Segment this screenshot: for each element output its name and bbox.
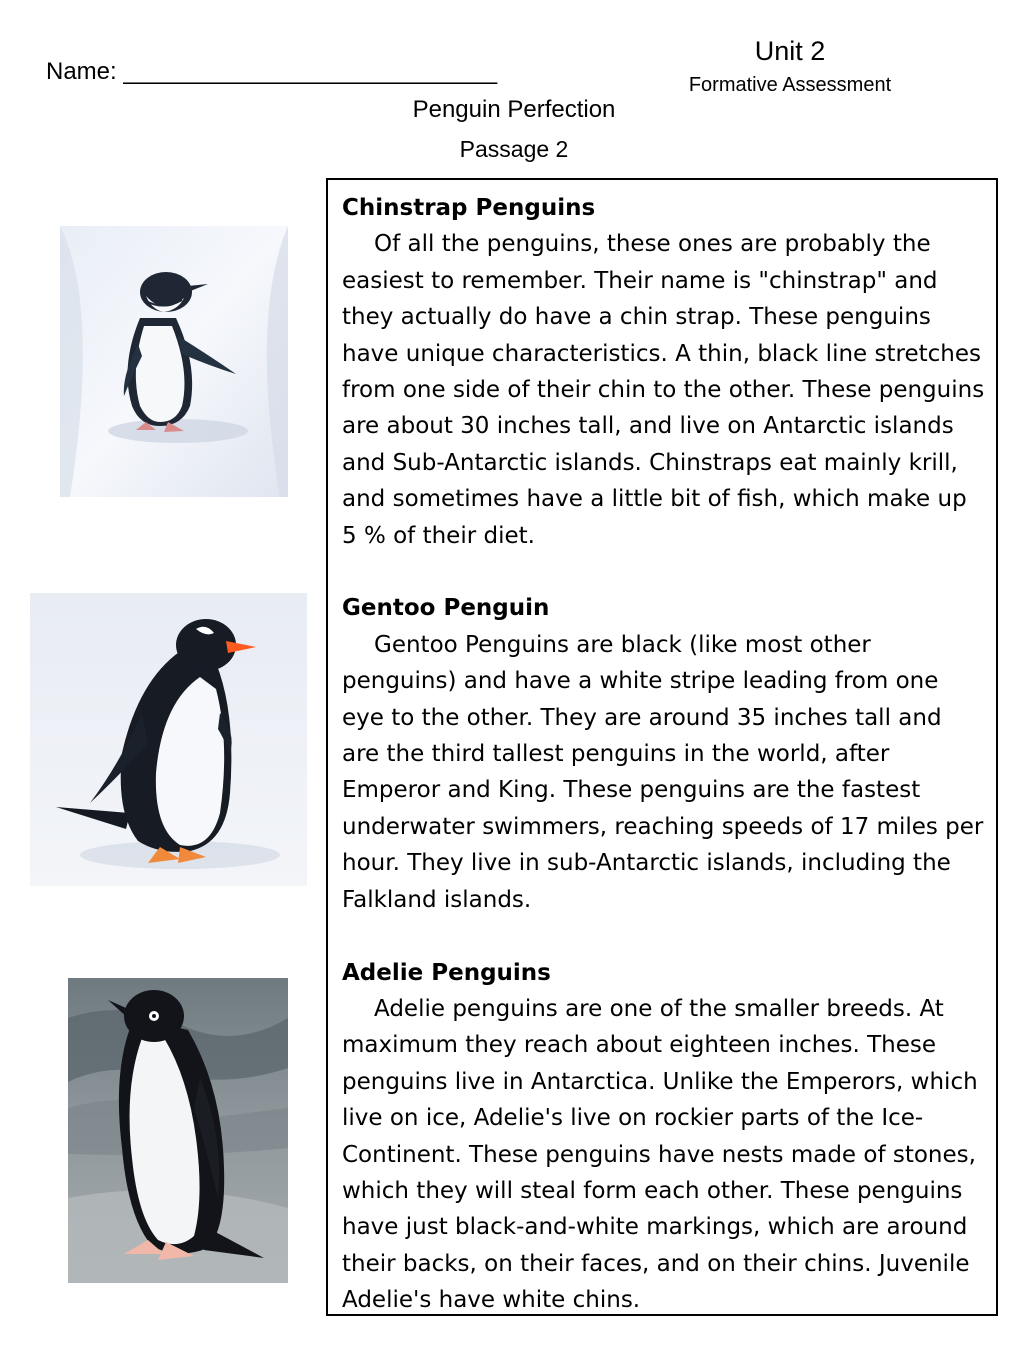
passage-text-box xyxy=(326,178,998,1316)
section-heading: Adelie Penguins xyxy=(342,959,551,986)
chinstrap-penguin-image xyxy=(60,226,288,497)
passage-label: Passage 2 xyxy=(459,136,569,162)
section-chinstrap xyxy=(342,190,986,554)
section-paragraph: Of all the penguins, these ones are probably the easiest to remember. Their name is "chinstrap" and they actually do have a chin strap. These penguins have unique characteristics. A thin, black line stretches from one side of their chin to the other. These penguins are about 30 inches tall, and live on Antarctic islands and Sub-Antarctic islands. Chinstraps eat mainly krill, and sometimes have a little bit of fish, which make up 5 % of their diet. xyxy=(342,231,985,549)
section-heading: Gentoo Penguin xyxy=(342,595,550,622)
gentoo-penguin-photo xyxy=(30,593,307,886)
adelie-penguin-image xyxy=(68,978,288,1283)
section-adelie xyxy=(342,955,986,1319)
unit-title: Unit 2 xyxy=(754,36,826,66)
section-gentoo xyxy=(342,590,986,918)
assessment-label: Formative Assessment xyxy=(688,74,892,96)
chinstrap-penguin-photo xyxy=(60,226,288,497)
section-paragraph: Adelie penguins are one of the smaller breeds. At maximum they reach about eighteen inches. These penguins live in Antarctica. Unlike the Emperors, which live on ice, Adelie's live on rockier parts of the Ice-Continent. These penguins have nests made of stones, which they will steal form each other. These penguins have just black-and-white markings, which are around their backs, on their faces, and on their chins. Juvenile Adelie's have white chins. xyxy=(342,995,978,1314)
section-heading: Chinstrap Penguins xyxy=(342,195,596,221)
name-field-label: Name: ____________________________ xyxy=(46,58,498,85)
adelie-penguin-photo xyxy=(68,978,288,1283)
gentoo-penguin-image xyxy=(30,593,307,886)
section-paragraph: Gentoo Penguins are black (like most other penguins) and have a white stripe leading from one eye to the other. They are around 35 inches tall and are the third tallest penguins in the world, after Emperor and King. These penguins are the fastest underwater swimmers, reaching speeds of 17 miles per hour. They live in sub-Antarctic islands, including the Falkland islands. xyxy=(342,631,984,913)
page-title: Penguin Perfection xyxy=(412,96,616,123)
